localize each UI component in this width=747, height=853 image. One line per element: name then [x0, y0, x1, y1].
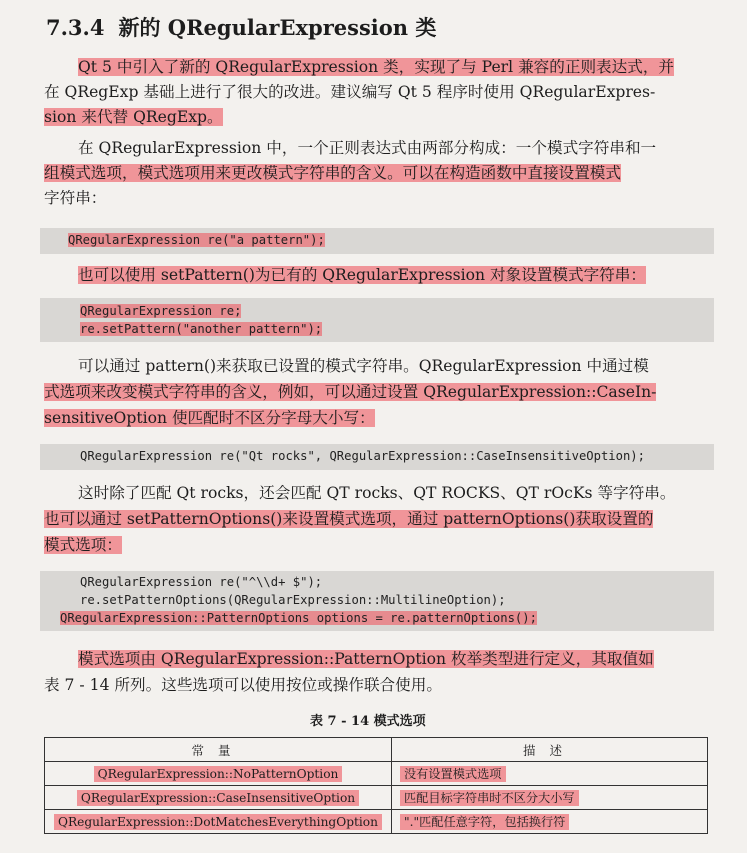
para2-line1: 在 QRegularExpression 中，一个正则表达式由两部分构成：一个模式字符串和一 [78, 139, 657, 157]
para5-line1: 这时除了匹配 Qt rocks，还会匹配 QT rocks、QT ROCKS、QT rOcKs 等字符串。 [78, 484, 676, 502]
constant-cell: QRegularExpression::NoPatternOption [94, 766, 343, 782]
constant-cell: QRegularExpression::DotMatchesEverythingOption [54, 814, 382, 830]
description-cell: "."匹配任意字符，包括换行符 [400, 814, 569, 830]
code4-line3: QRegularExpression::PatternOptions options = re.patternOptions(); [60, 611, 537, 625]
para5-line2: 也可以通过 setPatternOptions()来设置模式选项，通过 patternOptions()获取设置的 [44, 510, 654, 528]
description-cell: 匹配目标字符串时不区分大小写 [400, 790, 579, 806]
para6-line2: 表 7 - 14 所列。这些选项可以使用按位或操作联合使用。 [44, 676, 442, 694]
para2-line2: 组模式选项，模式选项用来更改模式字符串的含义。可以在构造函数中直接设置模式 [44, 164, 621, 182]
table-header-row [45, 738, 708, 762]
code2-line2: re.setPattern("another pattern"); [80, 322, 323, 336]
code-block-3 [40, 444, 714, 470]
code4-line2: re.setPatternOptions(QRegularExpression::MultilineOption); [80, 593, 506, 607]
table-caption: 表 7 - 14 模式选项 [310, 714, 426, 729]
section-heading [46, 12, 436, 42]
constant-cell: QRegularExpression::CaseInsensitiveOption [77, 790, 359, 806]
pattern-options-table [44, 737, 708, 834]
code4-line1: QRegularExpression re("^\\d+ $"); [80, 575, 323, 589]
para4-line2: 式选项来改变模式字符串的含义，例如，可以通过设置 QRegularExpression::CaseIn- [44, 383, 657, 401]
table-row [45, 762, 708, 786]
para2-line3: 字符串： [44, 189, 107, 207]
section-number: 7.3.4 [46, 15, 105, 40]
para4-line1: 可以通过 pattern()来获取已设置的模式字符串。QRegularExpression 中通过模 [78, 357, 649, 375]
para6-line1: 模式选项由 QRegularExpression::PatternOption 枚举类型进行定义，其取值如 [78, 650, 654, 668]
code-block-2 [40, 298, 714, 342]
para1-line3: sion 来代替 QRegExp。 [44, 108, 223, 126]
code2-line1: QRegularExpression re; [80, 304, 242, 318]
table-row [45, 786, 708, 810]
code-block-1 [40, 228, 714, 254]
table-row [45, 810, 708, 834]
para5-line3: 模式选项： [44, 536, 122, 554]
para4-line3: sensitiveOption 使匹配时不区分字母大小写： [44, 409, 375, 427]
section-title: 新的 QRegularExpression 类 [118, 15, 437, 40]
para1-line1: Qt 5 中引入了新的 QRegularExpression 类，实现了与 Perl 兼容的正则表达式，并 [78, 58, 675, 76]
para3-line: 也可以使用 setPattern()为已有的 QRegularExpression 对象设置模式字符串： [78, 266, 646, 284]
code1-line: QRegularExpression re("a pattern"); [68, 233, 325, 247]
description-cell: 没有设置模式选项 [400, 766, 506, 782]
code3-line: QRegularExpression re("Qt rocks", QRegularExpression::CaseInsensitiveOption); [80, 449, 645, 463]
header-constant: 常量 [45, 738, 392, 762]
para1-line2: 在 QRegExp 基础上进行了很大的改进。建议编写 Qt 5 程序时使用 QRegularExpres- [44, 83, 656, 101]
code-block-4 [40, 571, 714, 631]
header-description: 描述 [392, 738, 708, 762]
